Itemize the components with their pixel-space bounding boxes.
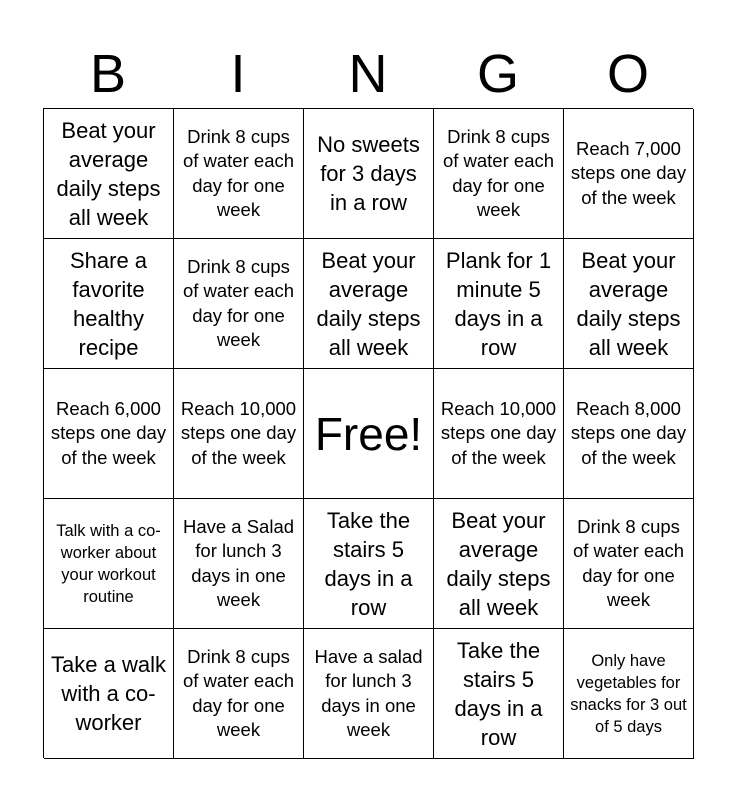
free-space-text: Free!	[314, 407, 423, 460]
free-space[interactable]	[304, 369, 434, 499]
cell-text: Beat your average daily steps all week	[316, 247, 421, 360]
cell-text: Reach 10,000 steps one day of the week	[180, 397, 297, 468]
header-letter-n: N	[348, 44, 388, 104]
bingo-cell[interactable]	[564, 369, 694, 499]
cell-text: Drink 8 cups of water each day for one week	[182, 255, 295, 350]
cell-text: Share a favorite healthy recipe	[69, 247, 148, 360]
bingo-cell[interactable]	[564, 629, 694, 759]
cell-text: Drink 8 cups of water each day for one week	[572, 515, 685, 610]
cell-text: Beat your average daily steps all week	[56, 117, 161, 230]
cell-text: No sweets for 3 days in a row	[317, 132, 420, 215]
cell-text: Take the stairs 5 days in a row	[324, 507, 413, 620]
bingo-cell[interactable]	[564, 109, 694, 239]
bingo-cell[interactable]	[174, 629, 304, 759]
bingo-cell[interactable]	[304, 109, 434, 239]
bingo-cell[interactable]	[174, 369, 304, 499]
bingo-cell[interactable]	[44, 239, 174, 369]
bingo-cell[interactable]	[44, 629, 174, 759]
cell-text: Drink 8 cups of water each day for one week	[182, 125, 295, 220]
bingo-cell[interactable]	[434, 629, 564, 759]
header-letter-g: G	[476, 44, 519, 104]
bingo-cell[interactable]	[434, 499, 564, 629]
bingo-cell[interactable]	[304, 499, 434, 629]
bingo-cell[interactable]	[564, 239, 694, 369]
cell-text: Only have vegetables for snacks for 3 out of 5 days	[570, 651, 687, 736]
bingo-cell[interactable]	[174, 499, 304, 629]
cell-text: Talk with a co-worker about your workout routine	[56, 521, 161, 606]
cell-text: Take the stairs 5 days in a row	[454, 637, 543, 750]
cell-text: Reach 7,000 steps one day of the week	[570, 137, 687, 208]
header-letter-i: I	[230, 44, 246, 104]
cell-text: Plank for 1 minute 5 days in a row	[445, 247, 552, 360]
bingo-cell[interactable]	[434, 109, 564, 239]
bingo-cell[interactable]	[44, 499, 174, 629]
header-letter-b: B	[89, 44, 127, 104]
bingo-grid	[43, 108, 693, 758]
bingo-cell[interactable]	[174, 239, 304, 369]
bingo-cell[interactable]	[174, 109, 304, 239]
cell-text: Reach 8,000 steps one day of the week	[570, 397, 687, 468]
cell-text: Take a walk with a co-worker	[51, 652, 166, 735]
header-letter-o: O	[606, 44, 649, 104]
cell-text: Drink 8 cups of water each day for one week	[182, 645, 295, 740]
bingo-cell[interactable]	[434, 239, 564, 369]
bingo-cell[interactable]	[434, 369, 564, 499]
bingo-cell[interactable]	[564, 499, 694, 629]
cell-text: Have a salad for lunch 3 days in one week	[314, 645, 423, 740]
bingo-cell[interactable]	[44, 369, 174, 499]
cell-text: Drink 8 cups of water each day for one week	[442, 125, 555, 220]
cell-text: Reach 10,000 steps one day of the week	[440, 397, 557, 468]
cell-text: Beat your average daily steps all week	[576, 247, 681, 360]
bingo-cell[interactable]	[44, 109, 174, 239]
cell-text: Beat your average daily steps all week	[446, 507, 551, 620]
bingo-header	[43, 40, 693, 108]
bingo-cell[interactable]	[304, 629, 434, 759]
cell-text: Have a Salad for lunch 3 days in one week	[182, 515, 295, 610]
bingo-cell[interactable]	[304, 239, 434, 369]
cell-text: Reach 6,000 steps one day of the week	[50, 397, 167, 468]
